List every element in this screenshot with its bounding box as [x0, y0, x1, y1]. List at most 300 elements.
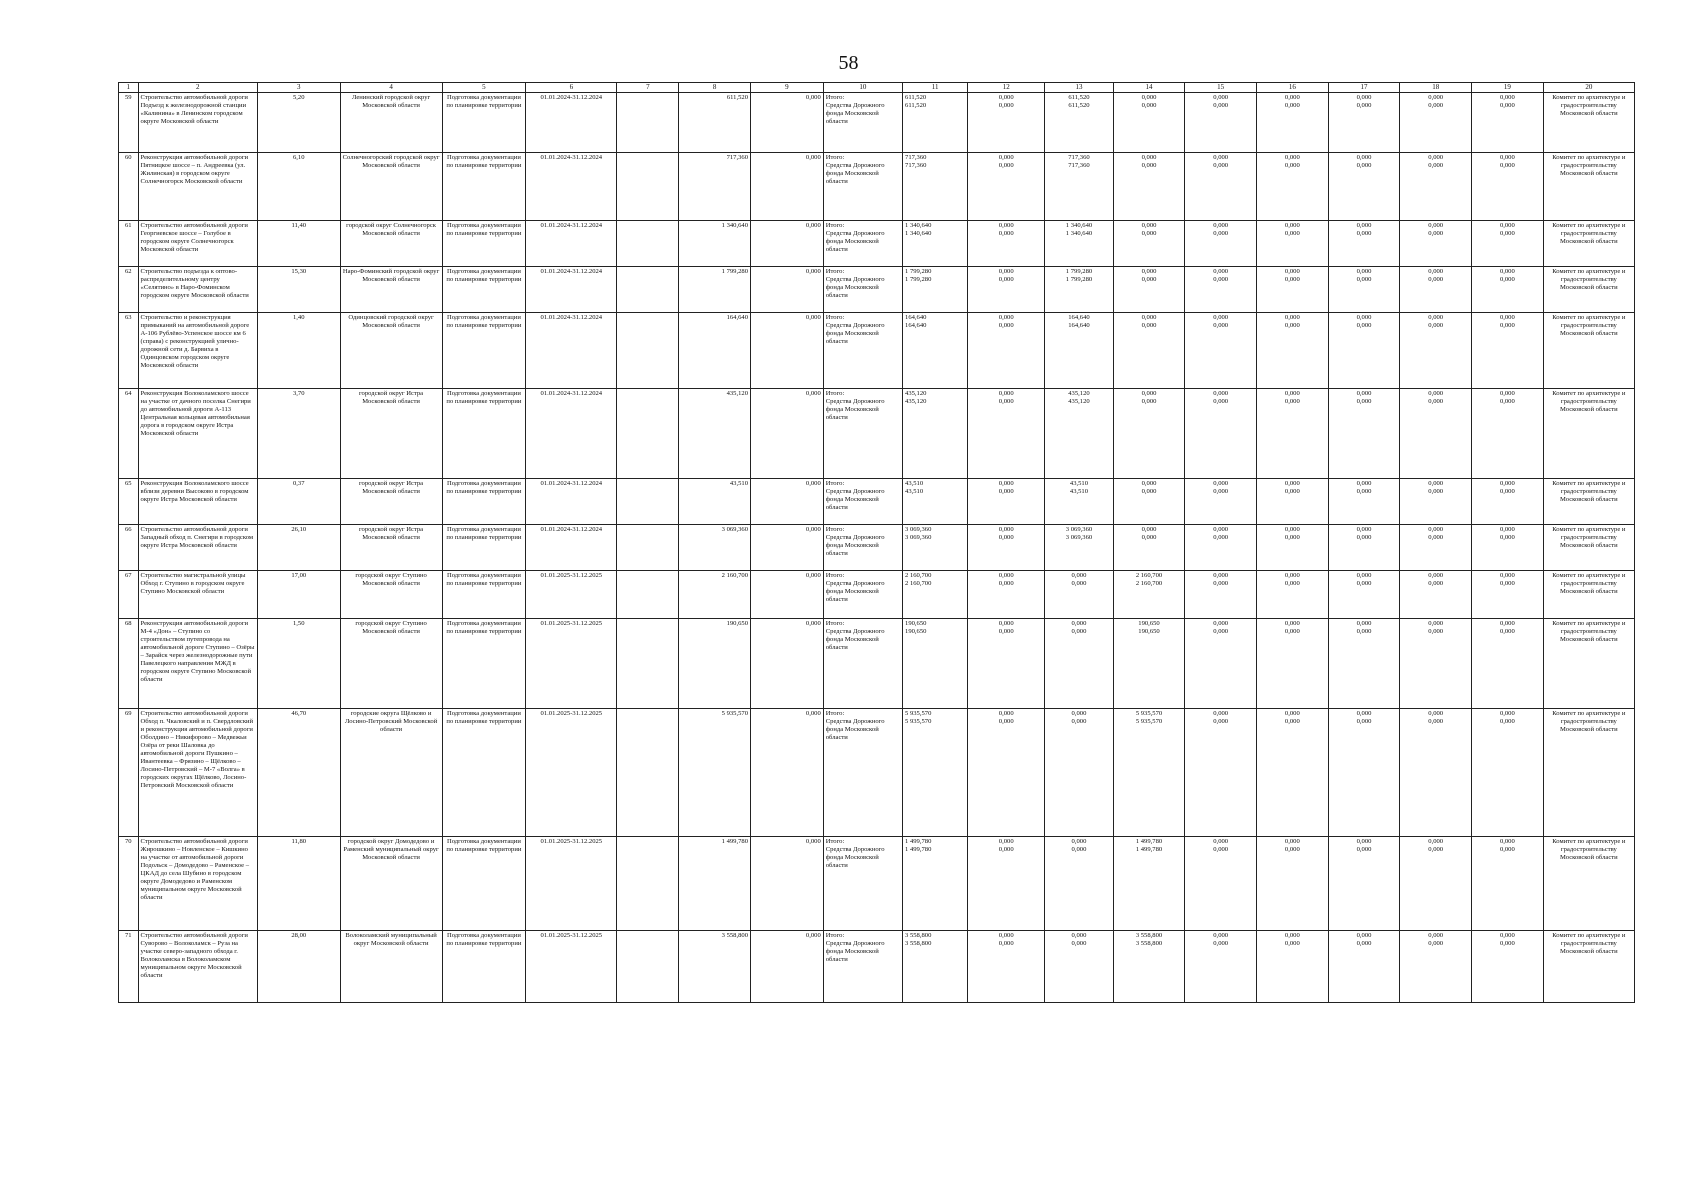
amount-total: 0,000 [1213, 619, 1229, 627]
amount-total: 0,000 [1284, 267, 1300, 275]
amount-total: 3 069,360 [1065, 525, 1093, 533]
amount-cell [903, 92, 968, 152]
amount-cell [1257, 618, 1329, 708]
amount-fund: 2 160,700 [1135, 579, 1163, 587]
amount-total: 5 935,570 [1135, 709, 1163, 717]
amount-total: 0,000 [1499, 619, 1515, 627]
amount-total: 5 935,570 [905, 709, 932, 717]
amount-total: 0,000 [1213, 571, 1229, 579]
amount-fund: 0,000 [1141, 275, 1157, 283]
amount-fund: 3 558,800 [905, 939, 932, 947]
amount-cell [1113, 312, 1185, 388]
amount-total: 3 069,360 [905, 525, 932, 533]
amount-cell [968, 92, 1045, 152]
financing-source [823, 152, 902, 220]
responsible-body: Комитет по архитектуре и градостроительству Московской области [1543, 570, 1634, 618]
row-number: 63 [119, 312, 139, 388]
period: 01.01.2024-31.12.2024 [526, 266, 617, 312]
table-row [119, 708, 1635, 836]
amount-fund: 0,000 [1499, 717, 1515, 725]
table-row [119, 930, 1635, 1002]
column-number: 7 [617, 83, 679, 93]
amount-total: 611,520 [905, 93, 927, 101]
column-number-row [119, 83, 1635, 93]
total-label: Итого: [825, 313, 845, 321]
amount-cell [1328, 930, 1400, 1002]
amount-fund: 0,000 [1356, 101, 1372, 109]
amount-fund: 717,360 [1068, 161, 1090, 169]
col-7-empty [617, 836, 679, 930]
amount-total: 0,000 [1213, 525, 1229, 533]
amount-fund: 1 340,640 [905, 229, 932, 237]
amount-fund: 5 935,570 [1135, 717, 1163, 725]
table-row [119, 478, 1635, 524]
amount-fund: 0,000 [1213, 845, 1229, 853]
amount-cell [1185, 708, 1257, 836]
amount-total: 0,000 [1356, 313, 1372, 321]
column-number: 12 [968, 83, 1045, 93]
amount-total: 0,000 [1284, 313, 1300, 321]
amount-fund: 0,000 [1071, 627, 1087, 635]
amount-cell [968, 220, 1045, 266]
amount-total: 0,000 [1071, 709, 1087, 717]
table-row [119, 152, 1635, 220]
amount-total: 0,000 [1428, 931, 1444, 939]
amount-total: 0,000 [1284, 153, 1300, 161]
amount-fund: 0,000 [1428, 533, 1444, 541]
length-km: 5,20 [258, 92, 341, 152]
spent-before: 0,000 [751, 266, 824, 312]
amount-fund: 611,520 [905, 101, 927, 109]
amount-cell [968, 478, 1045, 524]
period: 01.01.2025-31.12.2025 [526, 618, 617, 708]
work-stage: Подготовка документации по планировке территории [442, 312, 526, 388]
amount-total: 1 499,780 [1135, 837, 1163, 845]
responsible-body: Комитет по архитектуре и градостроительству Московской области [1543, 618, 1634, 708]
amount-cell [903, 570, 968, 618]
row-number: 64 [119, 388, 139, 478]
amount-cell [1328, 152, 1400, 220]
col-7-empty [617, 478, 679, 524]
length-km: 11,40 [258, 220, 341, 266]
amount-fund: 0,000 [1284, 579, 1300, 587]
amount-total: 0,000 [1284, 389, 1300, 397]
municipality: городские округа Щёлково и Лосино-Петровский Московской области [340, 708, 442, 836]
municipality: городской округ Ступино Московской области [340, 618, 442, 708]
amount-total: 0,000 [1213, 93, 1229, 101]
amount-cell [1045, 152, 1113, 220]
amount-fund: 0,000 [1141, 321, 1157, 329]
total-label: Итого: [825, 93, 845, 101]
amount-total: 0,000 [1356, 153, 1372, 161]
amount-fund: 164,640 [1068, 321, 1090, 329]
municipality: Одинцовский городской округ Московской области [340, 312, 442, 388]
amount-fund: 0,000 [1356, 939, 1372, 947]
amount-cell [1045, 388, 1113, 478]
amount-cell [1045, 478, 1113, 524]
amount-cell [968, 524, 1045, 570]
amount-fund: 0,000 [1356, 487, 1372, 495]
amount-total: 0,000 [1356, 93, 1372, 101]
amount-cell [1257, 152, 1329, 220]
amount-fund: 0,000 [1428, 161, 1444, 169]
period: 01.01.2024-31.12.2024 [526, 152, 617, 220]
amount-fund: 0,000 [1284, 845, 1300, 853]
amount-fund: 0,000 [998, 487, 1014, 495]
fund-label: Средства Дорожного фонда Московской области [825, 845, 885, 869]
amount-total: 0,000 [1284, 619, 1300, 627]
amount-cell [1400, 312, 1472, 388]
amount-total: 0,000 [998, 619, 1014, 627]
amount-cell [1472, 618, 1544, 708]
amount-total: 2 160,700 [1135, 571, 1163, 579]
amount-cell [1328, 266, 1400, 312]
column-number: 2 [138, 83, 257, 93]
amount-cell [1472, 220, 1544, 266]
period: 01.01.2024-31.12.2024 [526, 92, 617, 152]
amount-total: 0,000 [1356, 389, 1372, 397]
amount-cell [1400, 388, 1472, 478]
amount-total: 164,640 [1068, 313, 1090, 321]
total-label: Итого: [825, 525, 845, 533]
amount-cell [1257, 524, 1329, 570]
amount-total: 0,000 [1428, 571, 1444, 579]
financing-source [823, 92, 902, 152]
amount-total: 0,000 [1499, 525, 1515, 533]
table-row [119, 618, 1635, 708]
amount-fund: 0,000 [1141, 161, 1157, 169]
total-cost: 164,640 [679, 312, 751, 388]
amount-cell [1113, 388, 1185, 478]
responsible-body: Комитет по архитектуре и градостроительству Московской области [1543, 836, 1634, 930]
amount-fund: 0,000 [1499, 229, 1515, 237]
spent-before: 0,000 [751, 618, 824, 708]
amount-total: 717,360 [1068, 153, 1090, 161]
amount-cell [1185, 930, 1257, 1002]
amount-total: 0,000 [1428, 221, 1444, 229]
responsible-body: Комитет по архитектуре и градостроительству Московской области [1543, 708, 1634, 836]
amount-total: 3 558,800 [905, 931, 932, 939]
table-row [119, 388, 1635, 478]
period: 01.01.2024-31.12.2024 [526, 388, 617, 478]
col-7-empty [617, 708, 679, 836]
responsible-body: Комитет по архитектуре и градостроительству Московской области [1543, 388, 1634, 478]
amount-fund: 0,000 [1141, 229, 1157, 237]
amount-total: 0,000 [1428, 389, 1444, 397]
column-number: 20 [1543, 83, 1634, 93]
total-cost: 1 799,280 [679, 266, 751, 312]
amount-total: 435,120 [905, 389, 927, 397]
column-number: 17 [1328, 83, 1400, 93]
municipality: городской округ Истра Московской области [340, 388, 442, 478]
amount-fund: 0,000 [1499, 321, 1515, 329]
amount-fund: 0,000 [998, 321, 1014, 329]
amount-total: 0,000 [1428, 837, 1444, 845]
amount-cell [1328, 388, 1400, 478]
row-number: 62 [119, 266, 139, 312]
amount-cell [1472, 388, 1544, 478]
fund-label: Средства Дорожного фонда Московской области [825, 533, 885, 557]
amount-cell [1328, 618, 1400, 708]
amount-total: 0,000 [998, 93, 1014, 101]
amount-fund: 611,520 [1068, 101, 1090, 109]
amount-total: 0,000 [1499, 93, 1515, 101]
amount-total: 0,000 [1499, 313, 1515, 321]
amount-fund: 0,000 [1213, 275, 1229, 283]
work-stage: Подготовка документации по планировке территории [442, 930, 526, 1002]
amount-total: 2 160,700 [905, 571, 932, 579]
spent-before: 0,000 [751, 312, 824, 388]
total-cost: 190,650 [679, 618, 751, 708]
col-7-empty [617, 618, 679, 708]
amount-cell [1113, 266, 1185, 312]
amount-total: 0,000 [1213, 837, 1229, 845]
amount-cell [1472, 708, 1544, 836]
amount-total: 3 558,800 [1135, 931, 1163, 939]
amount-fund: 0,000 [1284, 939, 1300, 947]
amount-fund: 0,000 [1499, 939, 1515, 947]
responsible-body: Комитет по архитектуре и градостроительству Московской области [1543, 524, 1634, 570]
row-number: 60 [119, 152, 139, 220]
amount-fund: 0,000 [1356, 579, 1372, 587]
amount-fund: 0,000 [1499, 161, 1515, 169]
table-row [119, 836, 1635, 930]
amount-total: 0,000 [1428, 525, 1444, 533]
length-km: 26,10 [258, 524, 341, 570]
amount-total: 0,000 [1213, 153, 1229, 161]
responsible-body: Комитет по архитектуре и градостроительству Московской области [1543, 152, 1634, 220]
length-km: 46,70 [258, 708, 341, 836]
amount-total: 0,000 [998, 931, 1014, 939]
amount-cell [1257, 220, 1329, 266]
amount-cell [1472, 836, 1544, 930]
amount-fund: 0,000 [1356, 845, 1372, 853]
municipality: Ленинский городской округ Московской области [340, 92, 442, 152]
amount-cell [903, 312, 968, 388]
col-7-empty [617, 312, 679, 388]
amount-cell [1472, 478, 1544, 524]
amount-total: 0,000 [1284, 93, 1300, 101]
amount-cell [1113, 524, 1185, 570]
amount-cell [1472, 92, 1544, 152]
amount-fund: 0,000 [1071, 579, 1087, 587]
amount-total: 0,000 [1356, 931, 1372, 939]
amount-fund: 0,000 [1284, 717, 1300, 725]
row-number: 68 [119, 618, 139, 708]
amount-fund: 0,000 [1284, 229, 1300, 237]
amount-cell [1257, 312, 1329, 388]
amount-cell [1400, 618, 1472, 708]
amount-fund: 0,000 [1284, 533, 1300, 541]
amount-fund: 0,000 [998, 161, 1014, 169]
amount-fund: 190,650 [1138, 627, 1160, 635]
amount-fund: 0,000 [1356, 229, 1372, 237]
amount-fund: 0,000 [1284, 101, 1300, 109]
amount-cell [903, 708, 968, 836]
amount-total: 0,000 [1141, 267, 1157, 275]
responsible-body: Комитет по архитектуре и градостроительству Московской области [1543, 266, 1634, 312]
amount-total: 0,000 [1499, 709, 1515, 717]
amount-total: 611,520 [1068, 93, 1090, 101]
financing-source [823, 266, 902, 312]
amount-total: 0,000 [998, 221, 1014, 229]
amount-cell [1400, 836, 1472, 930]
amount-total: 0,000 [1213, 267, 1229, 275]
amount-fund: 0,000 [1499, 533, 1515, 541]
amount-total: 0,000 [1428, 153, 1444, 161]
amount-total: 0,000 [1356, 619, 1372, 627]
amount-fund: 0,000 [1356, 397, 1372, 405]
amount-cell [1185, 220, 1257, 266]
length-km: 6,10 [258, 152, 341, 220]
amount-fund: 0,000 [1499, 627, 1515, 635]
amount-cell [968, 930, 1045, 1002]
work-stage: Подготовка документации по планировке территории [442, 220, 526, 266]
amount-total: 0,000 [998, 389, 1014, 397]
amount-total: 0,000 [1428, 313, 1444, 321]
amount-cell [968, 388, 1045, 478]
amount-cell [1328, 92, 1400, 152]
amount-total: 0,000 [1284, 931, 1300, 939]
amount-fund: 0,000 [1499, 275, 1515, 283]
amount-total: 1 340,640 [905, 221, 932, 229]
col-7-empty [617, 92, 679, 152]
financing-source [823, 708, 902, 836]
amount-fund: 0,000 [1499, 101, 1515, 109]
amount-fund: 0,000 [1284, 487, 1300, 495]
amount-total: 0,000 [998, 313, 1014, 321]
amount-fund: 0,000 [1213, 101, 1229, 109]
row-number: 61 [119, 220, 139, 266]
amount-total: 0,000 [1428, 709, 1444, 717]
amount-cell [1185, 312, 1257, 388]
amount-cell [1257, 570, 1329, 618]
amount-total: 0,000 [1356, 571, 1372, 579]
fund-label: Средства Дорожного фонда Московской области [825, 627, 885, 651]
total-label: Итого: [825, 837, 845, 845]
period: 01.01.2024-31.12.2024 [526, 220, 617, 266]
col-7-empty [617, 266, 679, 312]
column-number: 13 [1045, 83, 1113, 93]
amount-total: 0,000 [1284, 525, 1300, 533]
amount-total: 0,000 [1213, 931, 1229, 939]
amount-fund: 0,000 [1141, 487, 1157, 495]
responsible-body: Комитет по архитектуре и градостроительству Московской области [1543, 220, 1634, 266]
amount-total: 0,000 [1213, 709, 1229, 717]
amount-fund: 435,120 [1068, 397, 1090, 405]
amount-total: 435,120 [1068, 389, 1090, 397]
amount-fund: 0,000 [1428, 579, 1444, 587]
amount-fund: 0,000 [1213, 487, 1229, 495]
period: 01.01.2025-31.12.2025 [526, 836, 617, 930]
financing-source [823, 618, 902, 708]
amount-total: 0,000 [1141, 479, 1157, 487]
total-label: Итого: [825, 221, 845, 229]
amount-fund: 0,000 [1356, 321, 1372, 329]
fund-label: Средства Дорожного фонда Московской области [825, 487, 885, 511]
amount-total: 0,000 [1071, 571, 1087, 579]
amount-cell [1045, 92, 1113, 152]
period: 01.01.2024-31.12.2024 [526, 312, 617, 388]
amount-fund: 0,000 [1428, 845, 1444, 853]
amount-cell [1257, 836, 1329, 930]
amount-cell [903, 266, 968, 312]
amount-cell [1185, 836, 1257, 930]
amount-fund: 0,000 [1284, 627, 1300, 635]
amount-fund: 0,000 [998, 845, 1014, 853]
responsible-body: Комитет по архитектуре и градостроительству Московской области [1543, 92, 1634, 152]
municipality: городской округ Домодедово и Раменский муниципальный округ Московской области [340, 836, 442, 930]
amount-fund: 0,000 [1356, 275, 1372, 283]
amount-fund: 0,000 [1213, 321, 1229, 329]
amount-fund: 0,000 [998, 579, 1014, 587]
total-cost: 717,360 [679, 152, 751, 220]
column-number: 3 [258, 83, 341, 93]
amount-cell [1045, 618, 1113, 708]
amount-fund: 0,000 [1356, 533, 1372, 541]
amount-total: 0,000 [1499, 479, 1515, 487]
amount-total: 0,000 [1213, 313, 1229, 321]
amount-total: 0,000 [1428, 479, 1444, 487]
spent-before: 0,000 [751, 836, 824, 930]
amount-cell [1045, 266, 1113, 312]
amount-cell [1257, 388, 1329, 478]
amount-total: 0,000 [1141, 525, 1157, 533]
amount-cell [1472, 312, 1544, 388]
amount-total: 0,000 [1284, 709, 1300, 717]
total-label: Итого: [825, 389, 845, 397]
amount-fund: 0,000 [1428, 627, 1444, 635]
amount-cell [1113, 618, 1185, 708]
period: 01.01.2025-31.12.2025 [526, 930, 617, 1002]
amount-fund: 0,000 [1141, 533, 1157, 541]
amount-total: 0,000 [1284, 479, 1300, 487]
amount-cell [1113, 930, 1185, 1002]
row-number: 70 [119, 836, 139, 930]
object-name: Строительство магистральной улицы Обход г. Ступино в городском округе Ступино Московской области [138, 570, 257, 618]
amount-cell [903, 220, 968, 266]
amount-fund: 1 499,780 [1135, 845, 1163, 853]
amount-cell [1400, 266, 1472, 312]
amount-total: 1 499,780 [905, 837, 932, 845]
column-number: 16 [1257, 83, 1329, 93]
amount-cell [1400, 92, 1472, 152]
financing-source [823, 220, 902, 266]
table-row [119, 524, 1635, 570]
amount-total: 0,000 [1356, 525, 1372, 533]
total-label: Итого: [825, 479, 845, 487]
work-stage: Подготовка документации по планировке территории [442, 92, 526, 152]
amount-fund: 5 935,570 [905, 717, 932, 725]
amount-total: 0,000 [1499, 837, 1515, 845]
amount-cell [1328, 708, 1400, 836]
amount-cell [1113, 836, 1185, 930]
total-label: Итого: [825, 709, 845, 717]
object-name: Строительство автомобильной дороги Обход п. Чкаловский и п. Свердловский и реконструкция автомобильной дороги Оболдино – Никифорово – Медвежьи Озёра от реки Шаловка до автомобильной дороги Пушкино – Ивантеевка – Фрязино – Щёлково – Лосино-Петровский – М-7 «Волга» в городских округах Щёлково, Лосино-Петровский Московской области [138, 708, 257, 836]
amount-cell [1328, 570, 1400, 618]
amount-fund: 0,000 [1499, 845, 1515, 853]
amount-cell [1472, 930, 1544, 1002]
spent-before: 0,000 [751, 524, 824, 570]
amount-cell [1400, 152, 1472, 220]
amount-fund: 43,510 [905, 487, 924, 495]
amount-cell [1400, 930, 1472, 1002]
amount-cell [1257, 92, 1329, 152]
amount-cell [1400, 524, 1472, 570]
amount-cell [1045, 708, 1113, 836]
work-stage: Подготовка документации по планировке территории [442, 478, 526, 524]
amount-fund: 1 799,280 [905, 275, 932, 283]
